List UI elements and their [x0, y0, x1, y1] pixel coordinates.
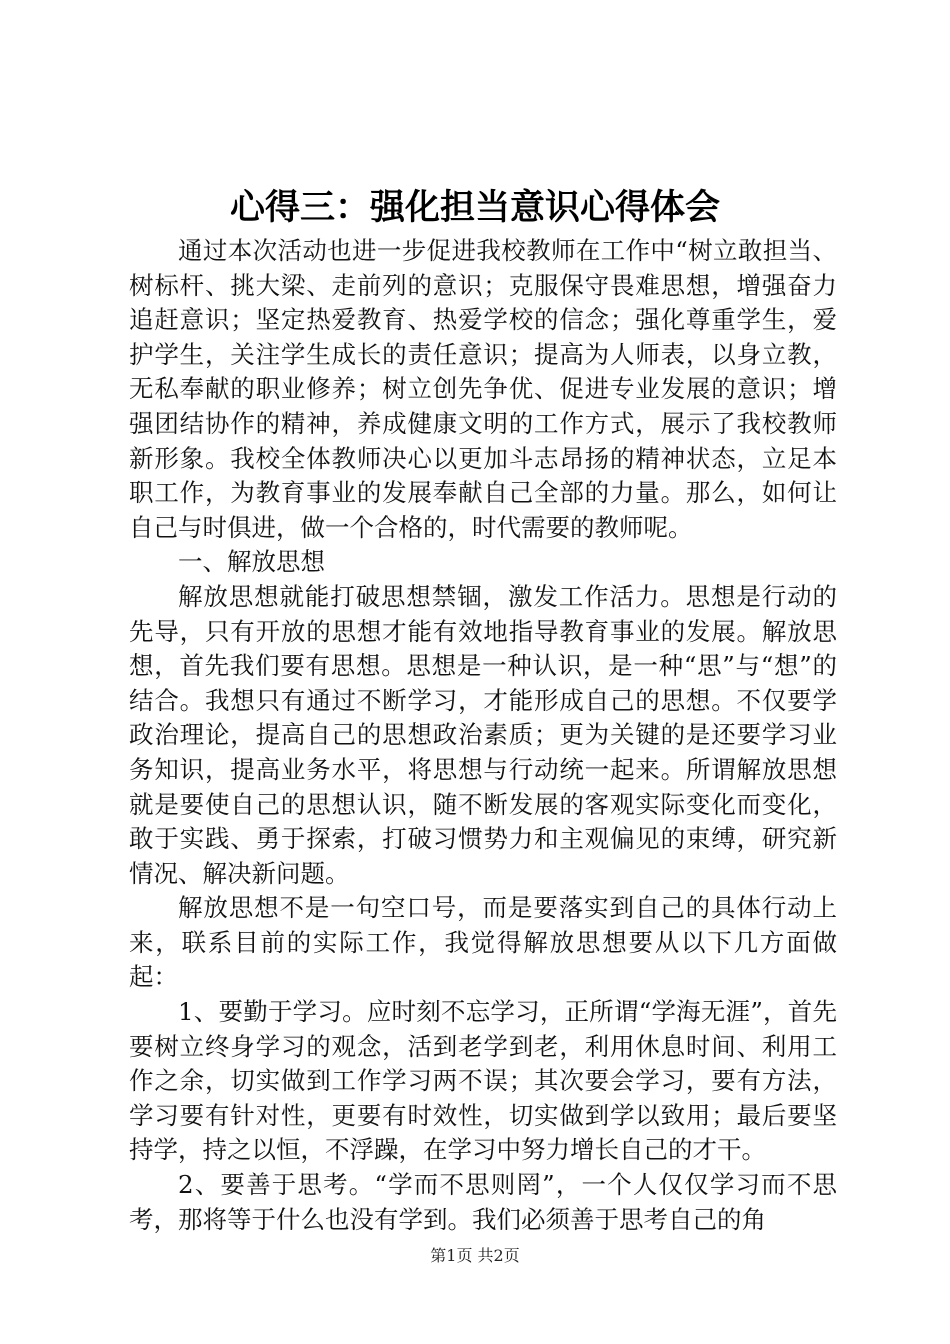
paragraph-liberate-thinking: 解放思想就能打破思想禁锢，激发工作活力。思想是行动的先导，只有开放的思想才能有效地指导教育事业的发展。解放思想，首先我们要有思想。思想是一种认识，是一种“思”与“想”的结合。我想只有通过不断学习，才能形成自己的思想。不仅要学政治理论，提高自己的思想政治素质；更为关键的是还要学习业务知识，提高业务水平，将思想与行动统一起来。所谓解放思想就是要使自己的思想认识，随不断发展的客观实际变化而变化，敢于实践、勇于探索，打破习惯势力和主观偏见的束缚，研究新情况、解决新问题。	[129, 581, 837, 888]
page-footer: 第1页 共2页	[430, 1246, 520, 1265]
list-item-think: 2、要善于思考。“学而不思则罔”，一个人仅仅学习而不思考，那将等于什么也没有学到。我们必须善于思考自己的角	[129, 1170, 837, 1234]
list-item-study: 1、要勤于学习。应时刻不忘学习，正所谓“学海无涯”，首先要树立终身学习的观念，活到老学到老，利用休息时间、利用工作之余，切实做到工作学习两不误；其次要会学习，要有方法，学习要有针对性，更要有时效性，切实做到学以致用；最后要坚持学，持之以恒，不浮躁，在学习中努力增长自己的才干。	[129, 997, 837, 1165]
document-title: 心得三：强化担当意识心得体会	[229, 188, 720, 228]
paragraph-not-slogan: 解放思想不是一句空口号，而是要落实到自己的具体行动上来，联系目前的实际工作，我觉得解放思想要从以下几方面做起：	[129, 893, 837, 992]
paragraph-intro: 通过本次活动也进一步促进我校教师在工作中“树立敢担当、树标杆、挑大梁、走前列的意识；克服保守畏难思想，增强奋力追赶意识；坚定热爱教育、热爱学校的信念；强化尊重学生，爱护学生，关注学生成长的责任意识；提高为人师表，以身立教，无私奉献的职业修养；树立创先争优、促进专业发展的意识；增强团结协作的精神，养成健康文明的工作方式，展示了我校教师新形象。我校全体教师决心以更加斗志昂扬的精神状态，立足本职工作，为教育事业的发展奉献自己全部的力量。那么，如何让自己与时俱进，做一个合格的，时代需要的教师呢。	[129, 236, 837, 542]
document-body	[129, 234, 837, 1237]
section-heading-1: 一、解放思想	[178, 547, 325, 577]
